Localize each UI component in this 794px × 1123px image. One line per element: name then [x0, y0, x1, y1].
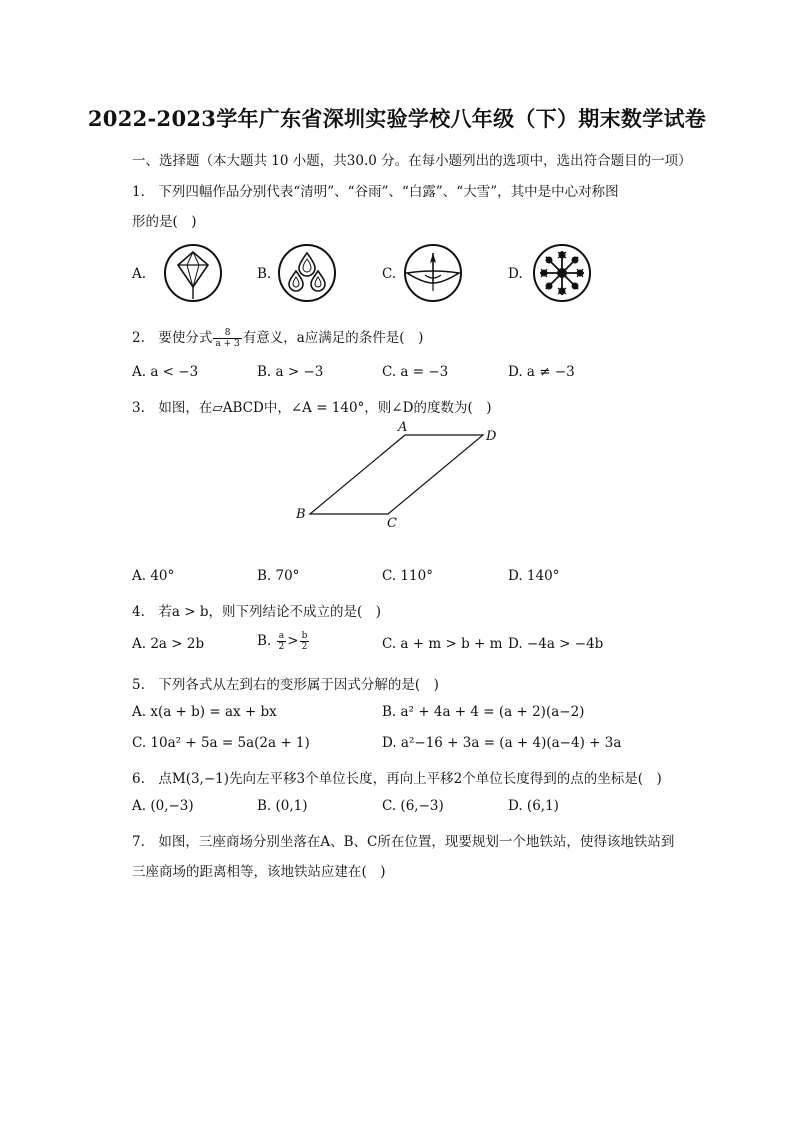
q3-option-a: A. 40°: [132, 568, 175, 584]
q1-option-a-label: A.: [132, 266, 147, 282]
q2-fraction: [213, 328, 241, 349]
boat-emblem-icon: [403, 243, 463, 307]
vertex-label-c: C: [387, 516, 397, 530]
q3-option-c: C. 110°: [382, 568, 433, 584]
snowflake-emblem-icon: [532, 243, 592, 307]
page-title: 2022-2023学年广东省深圳实验学校八年级（下）期末数学试卷: [87, 106, 707, 131]
q3-stem: 3. 如图，在▱ABCD中，∠A = 140°，则∠D的度数为( ): [132, 400, 492, 416]
q2-numerator: 8: [213, 328, 241, 339]
q4-fraction-b-num: b: [301, 631, 308, 641]
q6-stem: 6. 点M(3,−1)先向左平移3个单位长度，再向上平移2个单位长度得到的点的坐标是( ): [132, 771, 662, 787]
q4-fraction-b: [300, 631, 310, 652]
q5-option-d: D. a²−16 + 3a = (a + 4)(a−4) + 3a: [382, 735, 622, 751]
q2-stem-suffix: 有意义，a应满足的条件是( ): [242, 330, 424, 346]
q4-option-c: C. a + m > b + m: [382, 636, 503, 652]
q2-stem-prefix: 2. 要使分式: [132, 330, 213, 346]
q2-option-a: A. a < −3: [132, 364, 199, 380]
q4-fraction-a-den: 2: [278, 642, 285, 652]
q1-stem-line1: 1. 下列四幅作品分别代表“清明”、“谷雨”、“白露”、“大雪”，其中是中心对称图: [132, 184, 619, 200]
q3-option-b: B. 70°: [257, 568, 300, 584]
q4-stem: 4. 若a > b，则下列结论不成立的是( ): [132, 604, 381, 620]
q4-option-d: D. −4a > −4b: [508, 636, 604, 652]
q1-option-b-label: B.: [257, 266, 272, 282]
q4-option-b-op: >: [287, 633, 299, 649]
q2-denominator: a + 3: [215, 339, 240, 349]
q7-stem-line2: 三座商场的距离相等，该地铁站应建在( ): [132, 864, 386, 880]
vertex-label-d: D: [486, 429, 497, 444]
vertex-label-b: B: [296, 507, 306, 522]
q4-fraction-b-den: 2: [301, 642, 308, 652]
q6-option-b: B. (0,1): [257, 798, 308, 814]
parallelogram-figure: [290, 418, 510, 534]
vertex-label-a: A: [398, 420, 408, 435]
q2-option-c: C. a = −3: [382, 364, 449, 380]
q4-fraction-a-num: a: [277, 631, 287, 642]
q2-option-d: D. a ≠ −3: [508, 364, 575, 380]
q4-option-b-label: B.: [257, 633, 272, 649]
q5-option-a: A. x(a + b) = ax + bx: [132, 704, 277, 720]
q1-stem-line2: 形的是( ): [132, 214, 197, 230]
raindrops-emblem-icon: [277, 243, 337, 307]
q2-option-b: B. a > −3: [257, 364, 324, 380]
q4-option-b: [257, 631, 310, 652]
q5-option-c: C. 10a² + 5a = 5a(2a + 1): [132, 735, 310, 751]
q2-stem: [132, 326, 423, 349]
q4-option-a: A. 2a > 2b: [132, 636, 205, 652]
q7-stem-line1: 7. 如图，三座商场分别坐落在A、B、C所在位置，现要规划一个地铁站，使得该地铁站到: [132, 834, 675, 850]
q5-stem: 5. 下列各式从左到右的变形属于因式分解的是( ): [132, 677, 439, 693]
section-heading: 一、选择题（本大题共 10 小题，共30.0 分。在每小题列出的选项中，选出符合题目的一项）: [132, 153, 692, 169]
q4-fraction-a: [277, 631, 287, 652]
q6-option-a: A. (0,−3): [132, 798, 194, 814]
kite-emblem-icon: [163, 243, 223, 307]
q1-option-d-label: D.: [508, 266, 523, 282]
q3-option-d: D. 140°: [508, 568, 560, 584]
q6-option-d: D. (6,1): [508, 798, 559, 814]
q6-option-c: C. (6,−3): [382, 798, 444, 814]
q5-option-b: B. a² + 4a + 4 = (a + 2)(a−2): [382, 704, 585, 720]
q1-option-c-label: C.: [382, 266, 397, 282]
